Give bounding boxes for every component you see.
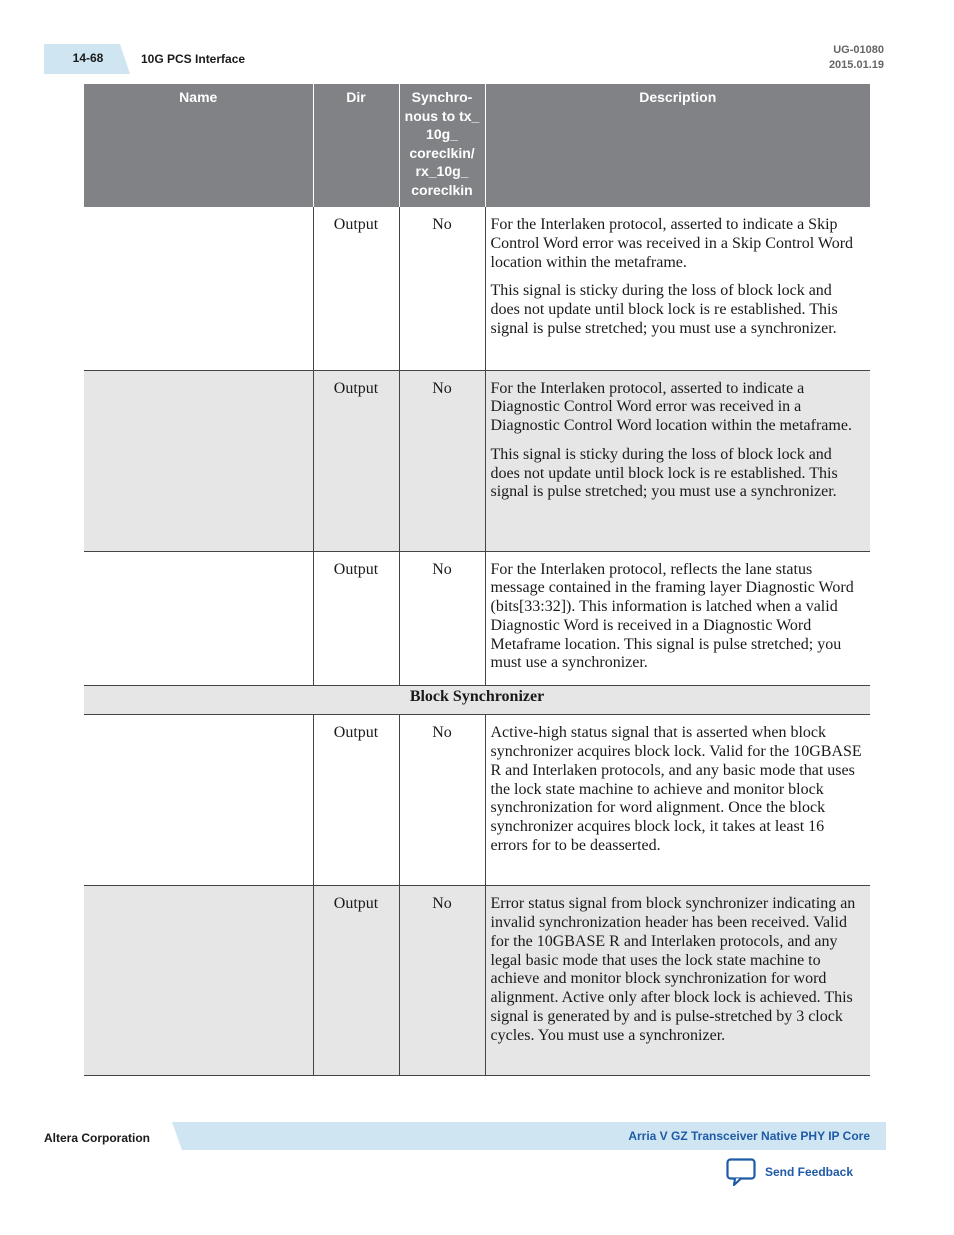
- description-cell: [485, 886, 870, 1076]
- direction-cell: Output: [313, 715, 399, 886]
- speech-bubble-icon: [726, 1158, 757, 1186]
- send-feedback-label[interactable]: Send Feedback: [765, 1165, 854, 1179]
- table-row: [84, 370, 870, 551]
- signal-name-cell: [84, 551, 313, 686]
- sync-cell: No: [399, 207, 485, 370]
- doc-info: [829, 43, 884, 73]
- description-cell: [485, 370, 870, 551]
- page-number: 14-68: [72, 51, 104, 65]
- signal-name-cell: [84, 715, 313, 886]
- description-paragraph: Error status signal from block synchronizer indicating an invalid synchronization header has been received. Valid for the 10GBASE R and Interlaken protocols, and any legal basic mode that uses the lock state machine to achieve and monitor block synchronization for word alignment. Active only after block lock is achieved. This signal is generated by and is pulse-stretched by 3 clock cycles. You must use a synchronizer.: [490, 895, 856, 1044]
- sync-cell: No: [399, 886, 485, 1076]
- description-paragraph: For the Interlaken protocol, asserted to indicate a Skip Control Word error was received in a Skip Control Word location within the metaframe.: [490, 216, 854, 271]
- sync-cell: No: [399, 370, 485, 551]
- table-row: [84, 715, 870, 886]
- column-header-name: Name: [84, 84, 313, 207]
- direction-cell: Output: [313, 551, 399, 686]
- column-header-dir: Dir: [313, 84, 399, 207]
- table-row: [84, 207, 870, 370]
- sync-cell: No: [399, 551, 485, 686]
- column-header-sync: Synchro- nous to tx_ 10g_ coreclkin/ rx_10g_ coreclkin: [399, 84, 485, 207]
- description-paragraph: Active-high status signal that is asserted when block synchronizer acquires block lock. Valid for the 10GBASE R and Interlaken protocols, and any basic mode that uses the lock state machine to achieve and monitor block synchronization for word alignment. Once the block synchronizer acquires block lock, it takes at least 16 errors for to be deasserted.: [490, 724, 862, 855]
- table-row: [84, 551, 870, 686]
- direction-cell: Output: [313, 886, 399, 1076]
- description-paragraph: For the Interlaken protocol, asserted to indicate a Diagnostic Control Word error was received in a Diagnostic Control Word location within the metaframe.: [490, 379, 852, 435]
- table-header-row: [84, 84, 870, 207]
- footer-company: Altera Corporation: [44, 1131, 151, 1145]
- description-paragraph: This signal is sticky during the loss of block lock and does not update until block lock is re established. This signal is pulse stretched; you must use a synchronizer.: [490, 282, 838, 337]
- footer-doc-title: Arria V GZ Transceiver Native PHY IP Core: [628, 1129, 870, 1143]
- sync-cell: No: [399, 715, 485, 886]
- signal-name-cell: [84, 370, 313, 551]
- signal-table: [84, 84, 870, 1076]
- description-paragraph: This signal is sticky during the loss of block lock and does not update until block lock is re established. This signal is pulse stretched; you must use a synchronizer.: [490, 445, 838, 501]
- send-feedback-link[interactable]: [726, 1158, 853, 1186]
- section-label: Block Synchronizer: [84, 686, 870, 715]
- description-paragraph: For the Interlaken protocol, reflects the lane status message contained in the framing layer Diagnostic Word (bits[33:32]). This information is latched when a valid Diagnostic Word is received in a Diagnostic Word Metaframe location. This signal is pulse stretched; you must use a synchronizer.: [490, 560, 854, 672]
- doc-date: 2015.01.19: [828, 59, 884, 71]
- doc-id: UG-01080: [833, 44, 884, 56]
- signal-name-cell: [84, 886, 313, 1076]
- table-row: [84, 886, 870, 1076]
- table-section-row: [84, 686, 870, 715]
- column-header-description: Description: [485, 84, 870, 207]
- section-title: 10G PCS Interface: [141, 52, 246, 66]
- description-cell: [485, 715, 870, 886]
- description-cell: [485, 207, 870, 370]
- direction-cell: Output: [313, 370, 399, 551]
- description-cell: [485, 551, 870, 686]
- signal-name-cell: [84, 207, 313, 370]
- direction-cell: Output: [313, 207, 399, 370]
